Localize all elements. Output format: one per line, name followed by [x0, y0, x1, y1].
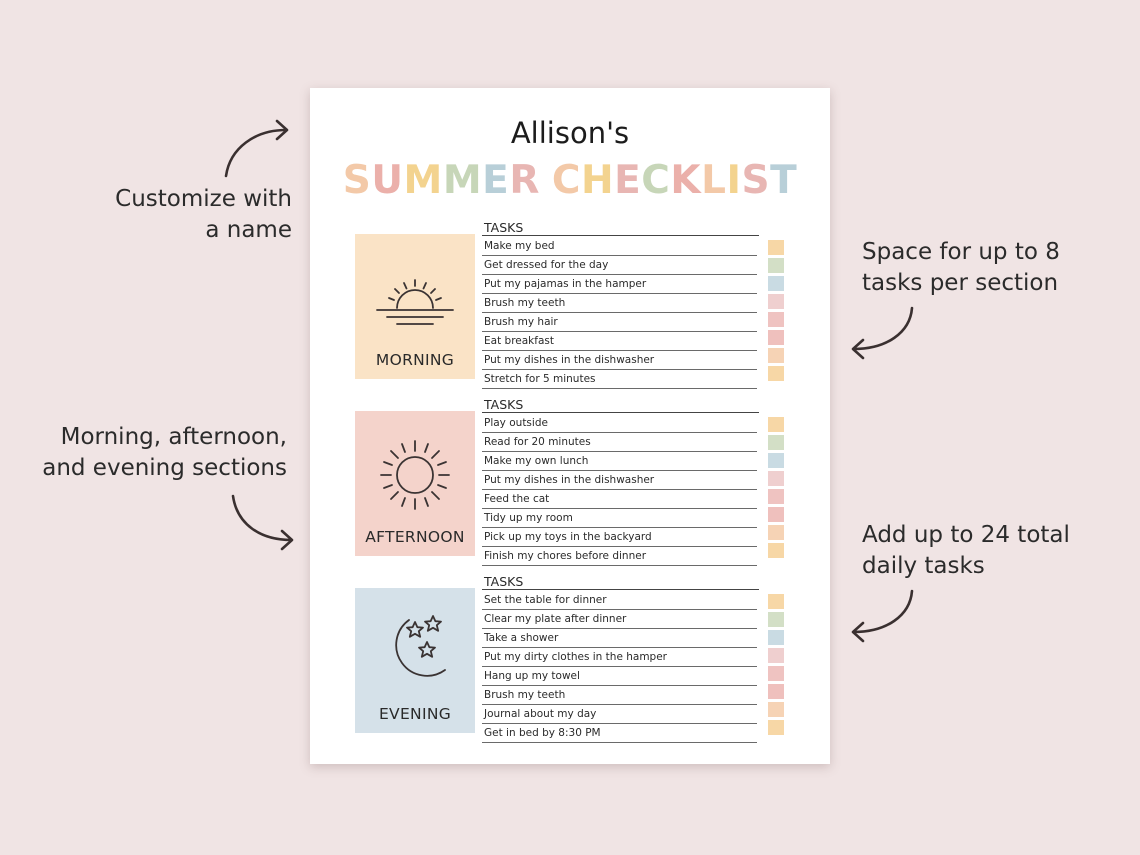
- title-letter: H: [580, 158, 615, 203]
- task-item: Feed the cat: [482, 491, 757, 509]
- task-item: Put my pajamas in the hamper: [482, 276, 757, 294]
- task-list: [482, 238, 757, 390]
- task-item: Journal about my day: [482, 706, 757, 724]
- task-item: Stretch for 5 minutes: [482, 371, 757, 389]
- title-letter: K: [670, 158, 702, 203]
- callout-total-tasks: [862, 520, 1070, 582]
- curved-arrow-icon: [225, 492, 300, 552]
- task-checkbox[interactable]: [768, 489, 784, 504]
- task-checkbox[interactable]: [768, 720, 784, 735]
- title-letter: I: [726, 158, 742, 203]
- callout-line: Space for up to 8: [862, 239, 1060, 265]
- task-item: Pick up my toys in the backyard: [482, 529, 757, 547]
- callout-line: tasks per section: [862, 270, 1059, 296]
- task-list: [482, 592, 757, 744]
- title-letter: C: [641, 158, 671, 203]
- checkbox-column: [768, 240, 784, 384]
- task-checkbox[interactable]: [768, 453, 784, 468]
- section-badge-morning: [355, 234, 475, 379]
- task-item: Hang up my towel: [482, 668, 757, 686]
- tasks-header: TASKS: [482, 397, 759, 413]
- title-letter: C: [551, 158, 581, 203]
- curved-arrow-icon: [220, 118, 295, 180]
- task-item: Put my dirty clothes in the hamper: [482, 649, 757, 667]
- task-item: Brush my teeth: [482, 687, 757, 705]
- callout-line: Add up to 24 total: [862, 522, 1070, 548]
- task-item: Get dressed for the day: [482, 257, 757, 275]
- task-checkbox[interactable]: [768, 630, 784, 645]
- task-checkbox[interactable]: [768, 258, 784, 273]
- task-checkbox[interactable]: [768, 525, 784, 540]
- task-item: Play outside: [482, 415, 757, 433]
- section-label: MORNING: [375, 351, 455, 369]
- task-item: Finish my chores before dinner: [482, 548, 757, 566]
- moon-stars-icon: [373, 608, 457, 692]
- task-item: Read for 20 minutes: [482, 434, 757, 452]
- checklist-title: [310, 158, 830, 203]
- task-checkbox[interactable]: [768, 594, 784, 609]
- callout-line: Customize with: [115, 186, 292, 212]
- title-letter: E: [614, 158, 642, 203]
- callout-line: Morning, afternoon,: [60, 424, 287, 450]
- curved-arrow-icon: [846, 588, 921, 648]
- task-checkbox[interactable]: [768, 612, 784, 627]
- section-badge-afternoon: [355, 411, 475, 556]
- task-checkbox[interactable]: [768, 684, 784, 699]
- task-checkbox[interactable]: [768, 702, 784, 717]
- title-letter: S: [741, 158, 771, 203]
- task-item: Put my dishes in the dishwasher: [482, 352, 757, 370]
- task-checkbox[interactable]: [768, 471, 784, 486]
- sunrise-icon: [373, 274, 457, 334]
- task-checkbox[interactable]: [768, 240, 784, 255]
- task-checkbox[interactable]: [768, 276, 784, 291]
- task-item: Make my own lunch: [482, 453, 757, 471]
- task-checkbox[interactable]: [768, 507, 784, 522]
- task-item: Get in bed by 8:30 PM: [482, 725, 757, 743]
- task-item: Eat breakfast: [482, 333, 757, 351]
- curved-arrow-icon: [846, 305, 921, 365]
- title-letter: R: [509, 158, 540, 203]
- task-checkbox[interactable]: [768, 666, 784, 681]
- title-letter: L: [701, 158, 727, 203]
- task-checkbox[interactable]: [768, 417, 784, 432]
- callout-line: and evening sections: [42, 455, 287, 481]
- task-item: Tidy up my room: [482, 510, 757, 528]
- section-label: EVENING: [378, 705, 452, 723]
- task-checkbox[interactable]: [768, 294, 784, 309]
- section-badge-evening: [355, 588, 475, 733]
- task-checkbox[interactable]: [768, 366, 784, 381]
- owner-name: Allison's: [510, 116, 630, 150]
- task-item: Brush my teeth: [482, 295, 757, 313]
- callout-line: daily tasks: [862, 553, 985, 579]
- task-checkbox[interactable]: [768, 543, 784, 558]
- task-checkbox[interactable]: [768, 648, 784, 663]
- callout-customize-name: [115, 184, 292, 246]
- title-letter: E: [482, 158, 510, 203]
- task-item: Clear my plate after dinner: [482, 611, 757, 629]
- task-item: Take a shower: [482, 630, 757, 648]
- sun-icon: [373, 433, 457, 517]
- title-letter: M: [442, 158, 483, 203]
- task-item: Put my dishes in the dishwasher: [482, 472, 757, 490]
- title-letter: T: [770, 158, 798, 203]
- task-list: [482, 415, 757, 567]
- callout-line: a name: [205, 217, 292, 243]
- task-item: Set the table for dinner: [482, 592, 757, 610]
- callout-space-per-section: [862, 237, 1060, 299]
- section-label: AFTERNOON: [365, 528, 465, 546]
- task-checkbox[interactable]: [768, 435, 784, 450]
- task-item: Brush my hair: [482, 314, 757, 332]
- tasks-header: TASKS: [482, 220, 759, 236]
- title-letter: U: [371, 158, 404, 203]
- checklist-sheet: [310, 88, 830, 764]
- tasks-header: TASKS: [482, 574, 759, 590]
- title-letter: M: [403, 158, 443, 203]
- title-letter: S: [342, 158, 372, 203]
- checkbox-column: [768, 594, 784, 738]
- checkbox-column: [768, 417, 784, 561]
- callout-sections: [42, 422, 287, 484]
- task-checkbox[interactable]: [768, 330, 784, 345]
- task-checkbox[interactable]: [768, 312, 784, 327]
- task-checkbox[interactable]: [768, 348, 784, 363]
- task-item: Make my bed: [482, 238, 757, 256]
